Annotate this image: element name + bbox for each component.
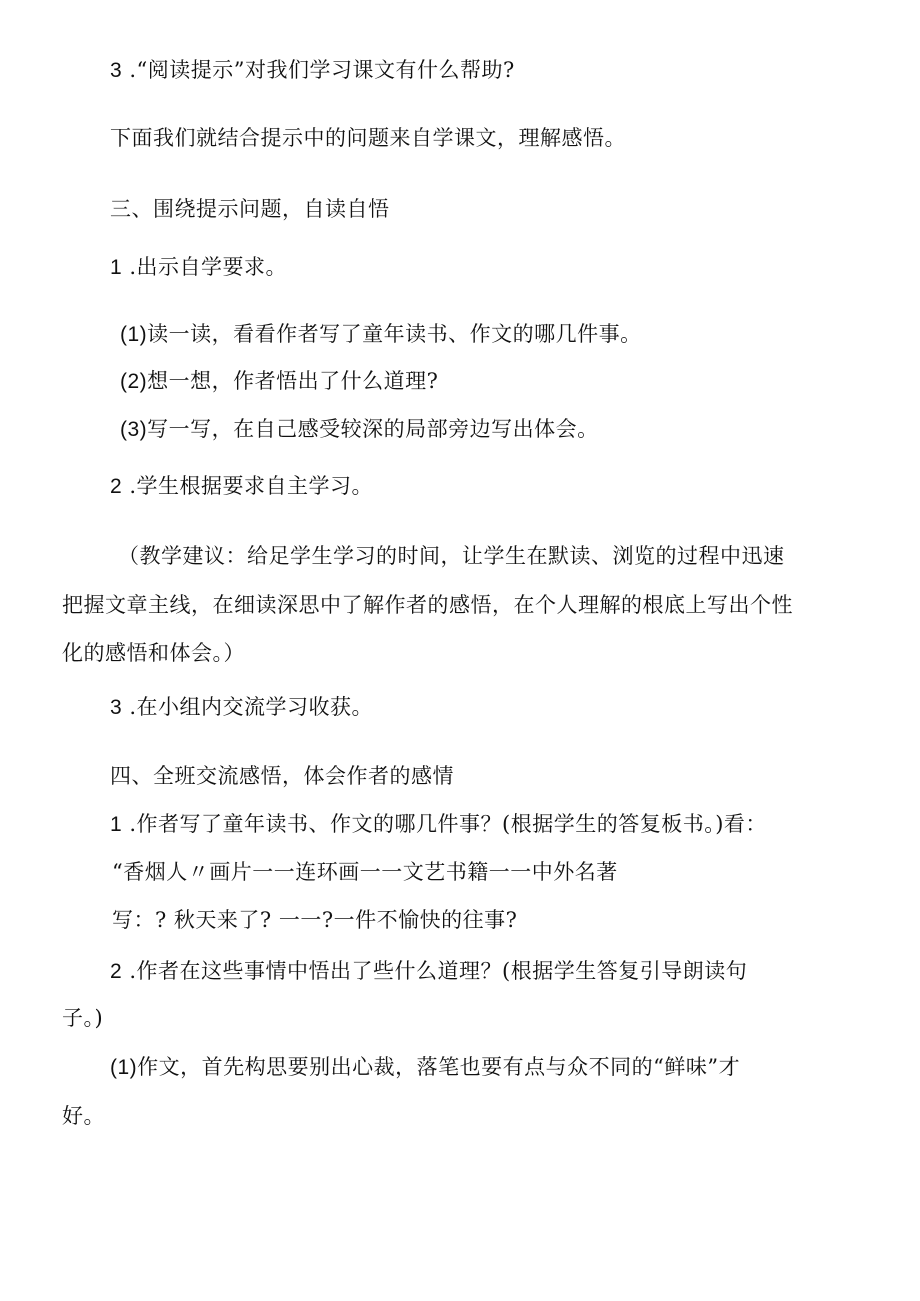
line-text: 四、全班交流感悟，体会作者的感情 [110, 764, 454, 788]
question-2-continued [62, 1004, 103, 1033]
step-1-line [110, 253, 287, 282]
line-text: .出示自学要求。 [122, 255, 288, 279]
board-reading-line [112, 858, 618, 887]
item-number: 3 [110, 696, 123, 719]
line-text: .作者在这些事情中悟出了些什么道理？(根据学生答复引导朗读句 [122, 959, 748, 983]
line-text: .作者写了童年读书、作文的哪几件事？(根据学生的答复板书。)看： [122, 812, 767, 836]
line-text: 子。) [62, 1006, 104, 1030]
question-2-line [110, 957, 747, 986]
line-text: 下面我们就结合提示中的问题来自学课文，理解感悟。 [110, 126, 626, 150]
question-1-line [110, 810, 767, 839]
item-number: 1 [110, 813, 123, 836]
line-text: 三、围绕提示问题，自读自悟 [110, 197, 390, 221]
question-3-line [110, 56, 515, 85]
requirement-1-line [120, 320, 642, 349]
section-3-heading [110, 195, 390, 224]
item-number: 2 [110, 960, 123, 983]
step-3-line [110, 693, 373, 722]
line-text: 化的感悟和体会。） [62, 641, 245, 665]
item-number: (1) [120, 323, 148, 346]
item-number: (2) [120, 370, 148, 393]
teaching-suggestion-line-3 [62, 639, 245, 668]
intro-line [110, 124, 626, 153]
line-text: 想一想，作者悟出了什么道理? [147, 369, 439, 393]
line-text: 好。 [62, 1104, 105, 1128]
section-4-heading [110, 762, 454, 791]
insight-1-line [110, 1053, 740, 1082]
item-number: 2 [110, 475, 123, 498]
line-text: 把握文章主线，在细读深思中了解作者的感悟，在个人理解的根底上写出个性 [62, 593, 793, 617]
line-text: .“阅读提示”对我们学习课文有什么帮助? [122, 58, 515, 82]
teaching-suggestion-line-1 [118, 542, 785, 571]
item-number: (3) [120, 418, 148, 441]
line-text: .学生根据要求自主学习。 [122, 474, 374, 498]
line-text: 读一读，看看作者写了童年读书、作文的哪几件事。 [147, 322, 642, 346]
line-text: 写一写，在自己感受较深的局部旁边写出体会。 [147, 417, 599, 441]
line-text: .在小组内交流学习收获。 [122, 695, 374, 719]
line-text: “香烟人〃画片一一连环画一一文艺书籍一一中外名著 [112, 860, 618, 884]
line-text: 写：? 秋天来了? 一一?一件不愉快的往事? [112, 908, 518, 932]
insight-1-continued [62, 1102, 105, 1131]
item-number: 3 [110, 59, 123, 82]
line-text: （教学建议：给足学生学习的时间，让学生在默读、浏览的过程中迅速 [118, 544, 785, 568]
line-text: 作文，首先构思要别出心裁，落笔也要有点与众不同的“鲜味”才 [137, 1055, 741, 1079]
board-writing-line [112, 906, 517, 935]
requirement-3-line [120, 415, 599, 444]
item-number: (1) [110, 1056, 138, 1079]
requirement-2-line [120, 367, 438, 396]
step-2-line [110, 472, 373, 501]
teaching-suggestion-line-2 [62, 591, 793, 620]
item-number: 1 [110, 256, 123, 279]
